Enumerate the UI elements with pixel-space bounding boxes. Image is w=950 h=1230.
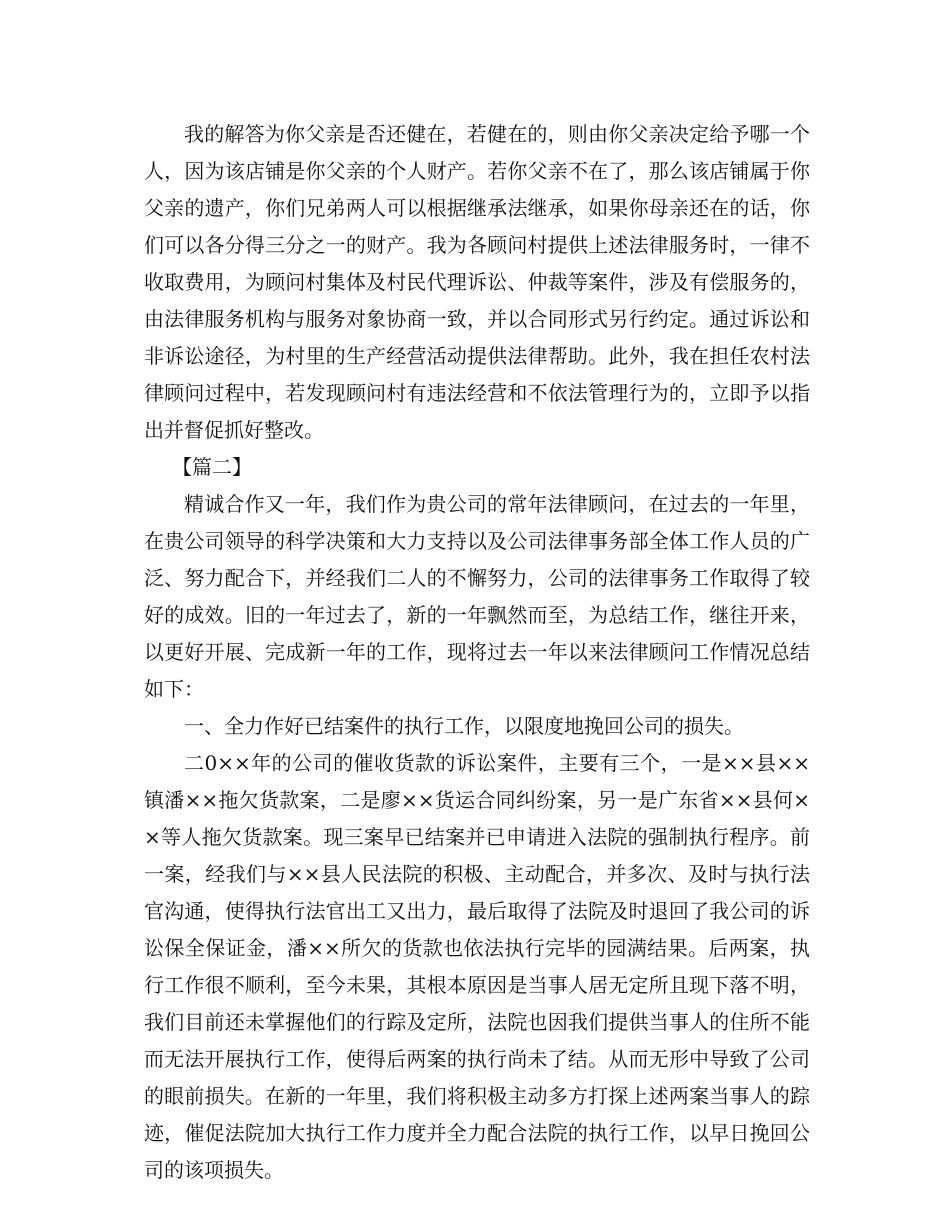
paragraph-legal-answer: 我的解答为你父亲是否还健在，若健在的，则由你父亲决定给予哪一个人，因为该店铺是你父亲的个人财产。若你父亲不在了，那么该店铺属于你父亲的遗产，你们兄弟两人可以根据继承法继承，如果你母亲还在的话，你们可以各分得三分之一的财产。我为各顾问村提供上述法律服务时，一律不收取费用，为顾问村集体及村民代理诉讼、仲裁等案件，涉及有偿服务的，由法律服务机构与服务对象协商一致，并以合同形式另行约定。通过诉讼和非诉讼途径，为村里的生产经营活动提供法律帮助。此外，我在担任农村法律顾问过程中，若发现顾问村有违法经营和不依法管理行为的，立即予以指出并督促抓好整改。 [144, 122, 810, 442]
paragraph-section-one-title: 一、全力作好已结案件的执行工作，以限度地挽回公司的损失。 [184, 714, 744, 738]
paragraph-case-execution: 二0××年的公司的催收货款的诉讼案件，主要有三个，一是××县××镇潘××拖欠货款案，二是廖××货运合同纠纷案，另一是广东省××县何××等人拖欠货款案。现三案早已结案并已申请进入法院的强制执行程序。前一案，经我们与××县人民法院的积极、主动配合，并多次、及时与执行法官沟通，使得执行法官出工又出力，最后取得了法院及时退回了我公司的诉讼保全保证金，潘××所欠的货款也依法执行完毕的园满结果。后两案，执行工作很不顺利，至今未果，其根本原因是当事人居无定所且现下落不明，我们目前还未掌握他们的行踪及定所，法院也因我们提供当事人的住所不能而无法开展执行工作，使得后两案的执行尚未了结。从而无形中导致了公司的眼前损失。在新的一年里，我们将积极主动多方打探上述两案当事人的踪迹，催促法院加大执行工作力度并全力配合法院的执行工作，以早日挽回公司的该项损失。 [144, 751, 810, 1182]
section-heading-part-two: 【篇二】 [172, 455, 252, 479]
paragraph-annual-summary-intro: 精诚合作又一年，我们作为贵公司的常年法律顾问，在过去的一年里，在贵公司领导的科学决策和大力支持以及公司法律事务部全体工作人员的广泛、努力配合下，并经我们二人的不懈努力，公司的法律事务工作取得了较好的成效。旧的一年过去了，新的一年飘然而至，为总结工作，继往开来，以更好开展、完成新一年的工作，现将过去一年以来法律顾问工作情况总结如下： [144, 492, 810, 701]
document-body [144, 116, 810, 1189]
